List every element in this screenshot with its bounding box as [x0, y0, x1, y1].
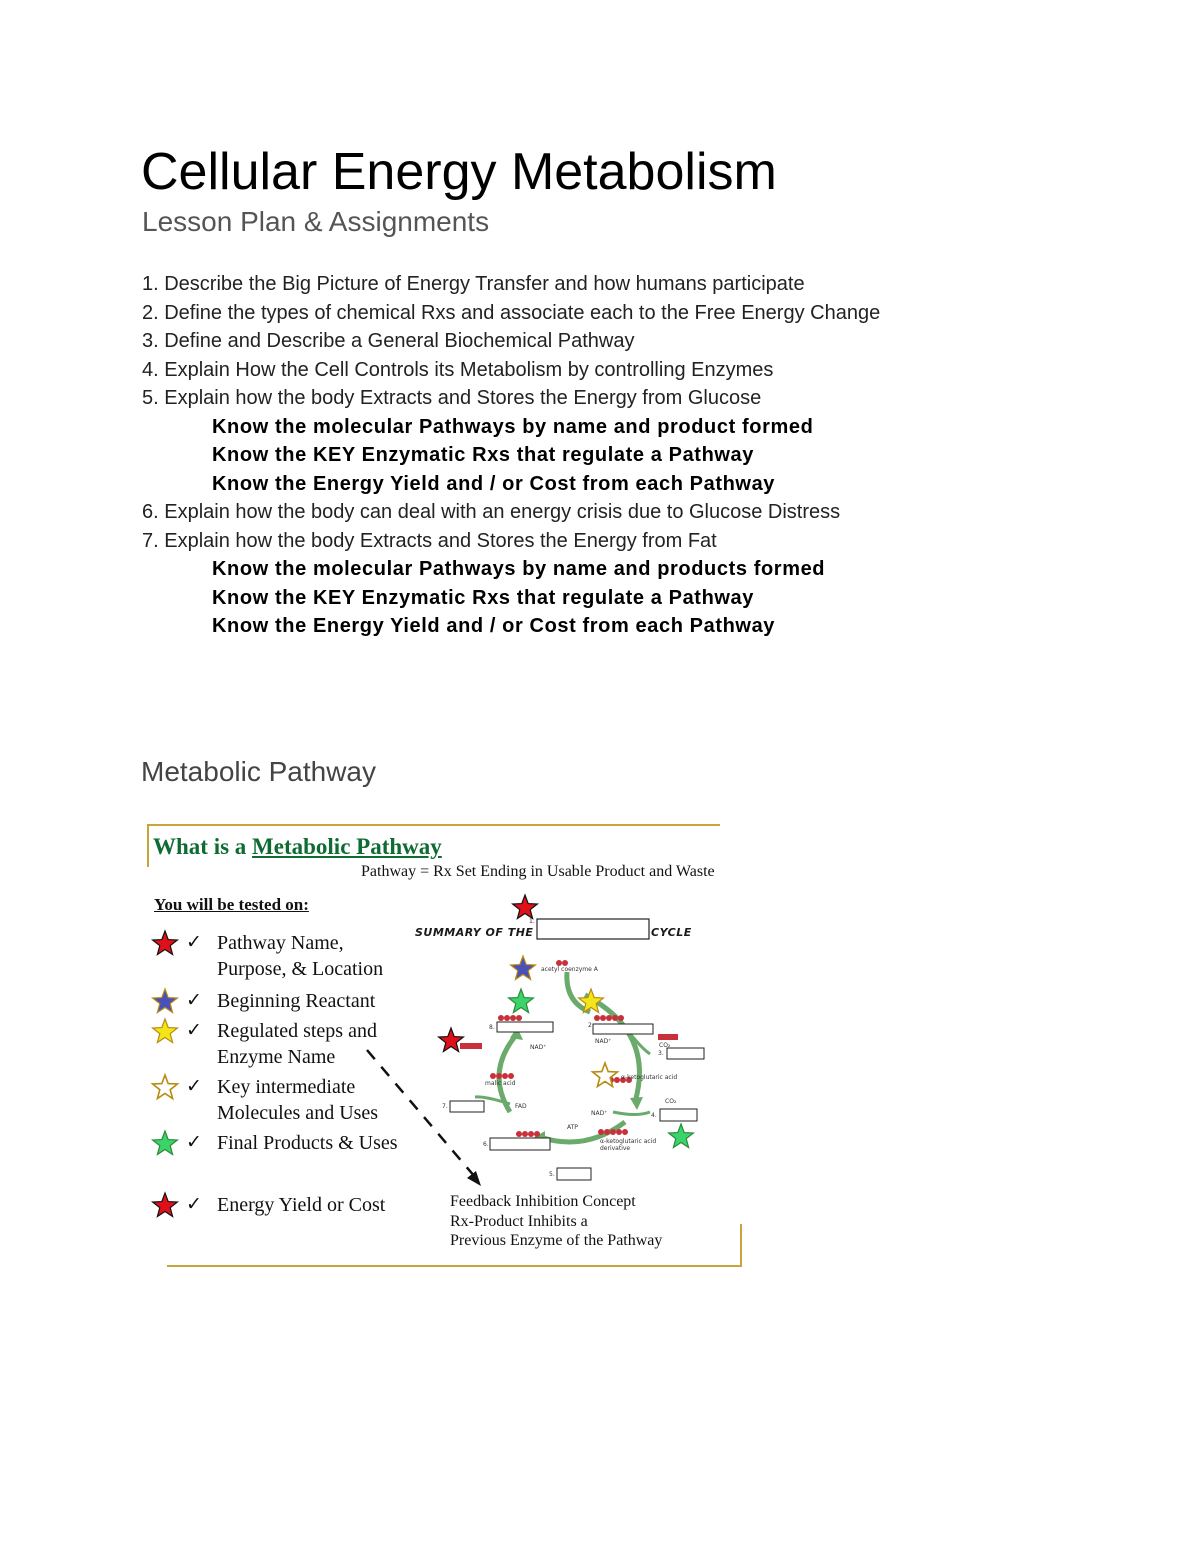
step-number-7: 7. [442, 1103, 448, 1110]
objective-item: 5. Explain how the body Extracts and Stores the Energy from Glucose [142, 387, 762, 409]
checkmark-icon: ✓ [186, 1132, 202, 1153]
checkmark-icon: ✓ [186, 1194, 202, 1215]
feedback-note-line-3: Previous Enzyme of the Pathway [450, 1232, 663, 1249]
star-blue-icon [153, 989, 178, 1013]
checklist-item-text: Enzyme Name [217, 1046, 336, 1068]
document-title: Cellular Energy Metabolism [141, 143, 777, 201]
star-green-icon [509, 989, 534, 1013]
checkmark-icon: ✓ [186, 1020, 202, 1041]
star-red-icon [153, 1193, 178, 1217]
step-number-4: 4. [651, 1112, 657, 1119]
objectives-list [142, 270, 1142, 641]
objective-subitem: Know the KEY Enzymatic Rxs that regulate a Pathway [212, 586, 754, 609]
cycle-title-box [537, 919, 649, 939]
star-green-icon [669, 1124, 694, 1148]
star-yellow-icon [153, 1019, 178, 1043]
star-red-icon [153, 931, 178, 955]
checklist-item-text: Pathway Name, [217, 932, 344, 954]
objective-item: 4. Explain How the Cell Controls its Metabolism by controlling Enzymes [142, 358, 774, 381]
section-heading: Metabolic Pathway [141, 756, 377, 787]
cycle-arrowhead-2 [630, 1097, 643, 1110]
step-number-8: 8. [489, 1024, 495, 1031]
answer-box-2 [593, 1024, 653, 1034]
star-outline-icon [153, 1075, 178, 1099]
checkmark-icon: ✓ [186, 932, 202, 953]
checklist-item-text: Regulated steps and [217, 1020, 377, 1042]
label-nad-bottom: NAD⁺ [591, 1110, 608, 1117]
objective-item: 6. Explain how the body can deal with an energy crisis due to Glucose Distress [142, 501, 841, 523]
step-number-2: 2. [588, 1022, 594, 1029]
feedback-arrowhead [467, 1171, 481, 1186]
label-atp: ATP [567, 1124, 578, 1131]
answer-box-6 [490, 1138, 550, 1150]
label-acetyl: acetyl coenzyme A [541, 966, 598, 973]
answer-box-3 [667, 1048, 704, 1059]
checkmark-icon: ✓ [186, 1076, 202, 1097]
answer-box-4 [660, 1109, 697, 1121]
label-co2-right: CO₂ [665, 1098, 677, 1105]
checkmark-icon: ✓ [186, 990, 202, 1011]
objective-item: 7. Explain how the body Extracts and Stores the Energy from Fat [142, 529, 717, 552]
label-co2-top: CO₂ [659, 1042, 671, 1049]
objective-item: 2. Define the types of chemical Rxs and associate each to the Free Energy Change [142, 301, 881, 324]
cycle-title-right: CYCLE [651, 926, 692, 939]
label-fad: FAD [515, 1103, 527, 1110]
document-subtitle: Lesson Plan & Assignments [142, 206, 490, 237]
figure-subtitle: Pathway = Rx Set Ending in Usable Product and Waste [361, 863, 715, 880]
objective-item: 3. Define and Describe a General Biochemical Pathway [142, 330, 635, 352]
answer-box-1 [497, 1022, 553, 1032]
star-red-icon [439, 1028, 464, 1052]
star-green-icon [153, 1131, 178, 1155]
step-number-6: 6. [483, 1141, 489, 1148]
label-malic: malic acid [485, 1080, 516, 1087]
metabolic-pathway-figure [145, 822, 755, 1272]
label-nad-right: NAD⁺ [595, 1038, 612, 1045]
enzyme-tag-right [658, 1034, 678, 1040]
checklist-item-text: Energy Yield or Cost [217, 1194, 386, 1216]
feedback-note [450, 1192, 662, 1251]
objective-subitem: Know the molecular Pathways by name and product formed [212, 415, 814, 438]
enzyme-tag-left [460, 1043, 482, 1049]
checklist-item-text: Purpose, & Location [217, 958, 384, 980]
feedback-dashed-arrow [367, 1050, 475, 1177]
step-number-1: 1. [529, 918, 535, 925]
feedback-note-line-1: Feedback Inhibition Concept [450, 1193, 636, 1210]
label-keto-derivative: α-ketoglutaric acid derivative [600, 1138, 657, 1152]
cycle-arrow-branch-2 [613, 1112, 650, 1115]
label-keto: α-ketoglutaric acid [621, 1074, 678, 1081]
step-number-3: 3. [658, 1050, 664, 1057]
answer-box-7 [450, 1101, 484, 1112]
star-blue-icon [511, 956, 536, 980]
objective-subitem: Know the KEY Enzymatic Rxs that regulate a Pathway [212, 444, 754, 466]
label-nad-left: NAD⁺ [530, 1044, 547, 1051]
objective-item: 1. Describe the Big Picture of Energy Transfer and how humans participate [142, 273, 805, 295]
cycle-title-left: SUMMARY OF THE [415, 926, 534, 939]
tested-heading: You will be tested on: [154, 895, 309, 914]
feedback-note-line-2: Rx-Product Inhibits a [450, 1212, 588, 1230]
figure-title-link: Metabolic Pathway [252, 834, 442, 859]
step-number-5: 5. [549, 1171, 555, 1178]
objective-subitem: Know the Energy Yield and / or Cost from each Pathway [212, 615, 776, 637]
checklist-item-text: Molecules and Uses [217, 1102, 379, 1124]
figure-title [153, 834, 442, 860]
objective-subitem: Know the molecular Pathways by name and products formed [212, 558, 826, 580]
objective-subitem: Know the Energy Yield and / or Cost from each Pathway [212, 472, 776, 495]
checklist-item-text: Final Products & Uses [217, 1132, 398, 1154]
checklist-item-text: Beginning Reactant [217, 990, 376, 1012]
figure-title-prefix: What is a [153, 834, 253, 859]
checklist-item-text: Key intermediate [217, 1076, 356, 1098]
answer-box-5 [557, 1168, 591, 1180]
star-red-icon [513, 895, 538, 919]
